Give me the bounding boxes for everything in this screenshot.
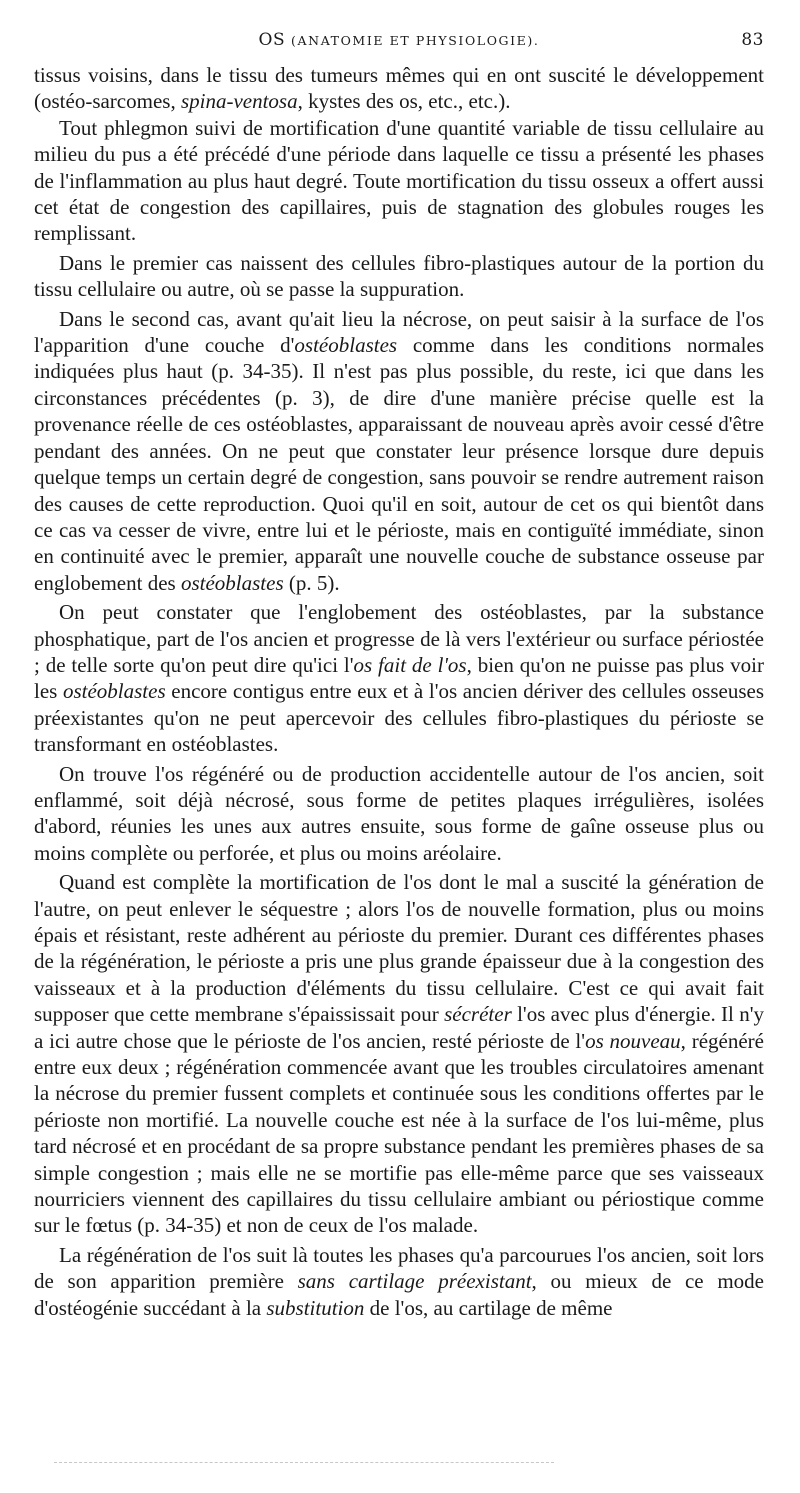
text-run: (p. 5).	[283, 570, 340, 595]
text-run: La régénération de l'os suit là toutes les phases qu'a parcourues l'os ancien, soit lors de son apparition première	[34, 1242, 764, 1294]
text-run: Tout phlegmon suivi de mortification d'une quantité variable de tissu cellulaire au milieu du pus a été précédé d'une période dans laquelle ce tissu a présenté les phases de l'inflammation au plus haut degré. Toute mortification du tissu osseux a offert aussi cet état de congestion des capillaires, puis de stagnation des globules rouges les remplissant.	[34, 115, 764, 246]
running-title-main: OS	[258, 30, 286, 50]
italic-text: substitution	[266, 1295, 365, 1320]
italic-text: os fait de l'os	[353, 652, 467, 677]
text-run: Dans le second cas, avant qu'ait lieu la nécrose, on peut saisir à la surface de l'os l'apparition d'une couche d'	[34, 306, 764, 358]
text-run: comme dans les conditions normales indiquées plus haut (p. 34-35). Il n'est pas plus possible, du reste, ici que dans les circonstances précédentes (p. 3), de dire d'une manière précise quelle est la provenance réelle de ces ostéoblastes, apparaissant de nouveau après avoir cessé d'être pendant des années. On ne peut que constater leur présence lorsque dure depuis quelque temps un certain degré de congestion, sans pouvoir se rendre autrement raison des causes de cette reproduction. Quoi qu'il en soit, autour de cet os qui bientôt dans ce cas va cesser de vivre, entre lui et le périoste, mais en contiguïté immédiate, sinon en continuité avec le premier, apparaît une nouvelle couche de substance osseuse par englobement des	[34, 333, 765, 595]
footer-rule	[54, 1462, 554, 1465]
text-run: , kystes des os, etc., etc.).	[297, 89, 511, 114]
page-number: 83	[741, 30, 764, 50]
text-run: , ou mieux de ce mode d'ostéogénie succédant à la	[34, 1269, 764, 1320]
italic-text: sécréter	[444, 1002, 512, 1027]
text-run: tissus voisins, dans le tissu des tumeurs mêmes qui en ont suscité le développement (ostéo-sarcomes,	[34, 63, 764, 114]
running-title-subtitle: (ANATOMIE ET PHYSIOLOGIE).	[291, 33, 540, 48]
running-header	[34, 30, 764, 56]
running-title	[34, 30, 764, 50]
italic-text: spina-ventosa	[180, 89, 298, 114]
text-run: On peut constater que l'englobement des ostéoblastes, par la substance phosphatique, part de l'os ancien et progresse de là vers l'extérieur ou surface périostée ; de telle sorte qu'on peut dire qu'ici l'	[34, 600, 764, 677]
body-text	[34, 62, 764, 1321]
italic-text: ostéoblastes	[62, 679, 166, 704]
text-run: On trouve l'os régénéré ou de production accidentelle autour de l'os ancien, soit enflammé, soit déjà nécrosé, sous forme de petites plaques irrégulières, isolées d'abord, réunies les unes aux autres ensuite, sous forme de gaîne osseuse plus ou moins complète ou perforée, et plus ou moins aréolaire.	[34, 761, 764, 865]
text-run: , bien qu'on ne puisse pas plus voir les	[34, 652, 764, 704]
text-run: Quand est complète la mortification de l'os dont le mal a suscité la génération de l'autre, on peut enlever le séquestre ; alors l'os de nouvelle formation, plus ou moins épais et résistant, reste adhérent au périoste du premier. Durant ces différentes phases de la régénération, le périoste a pris une plus grande épaisseur due à la congestion des vaisseaux et à la production d'éléments du tissu cellulaire. C'est ce qui avait fait supposer que cette membrane s'épaississait pour	[34, 870, 764, 1027]
paragraph-6	[34, 761, 764, 867]
text-run: l'os avec plus d'énergie. Il n'y a ici autre chose que le périoste de l'os ancien, resté périoste de l'	[34, 1002, 764, 1053]
paragraph-4	[34, 306, 764, 596]
paragraph-2	[34, 115, 764, 247]
paragraph-8	[34, 1242, 764, 1321]
paragraph-3	[34, 250, 764, 303]
text-run: encore contigus entre eux et à l'os ancien dériver des cellules osseuses préexistantes qu'on ne peut apercevoir des cellules fibro-plastiques du périoste se transformant en ostéoblastes.	[34, 679, 764, 757]
paragraph-1	[34, 62, 764, 115]
paragraph-5	[34, 599, 764, 757]
italic-text: ostéoblastes	[294, 333, 398, 358]
italic-text: ostéoblastes	[180, 570, 284, 595]
italic-text: sans cartilage préexistant	[297, 1269, 532, 1294]
italic-text: os nouveau	[585, 1028, 681, 1053]
text-run: , régénéré entre eux deux ; régénération commencée avant que les troubles circulatoires amenant la nécrose du premier fussent complets et continuée sous les conditions offertes par le périoste non mortifié. La nouvelle couche est née à la surface de l'os lui-même, plus tard nécrosé et en procédant de sa propre substance pendant les premières phases de sa simple congestion ; mais elle ne se mortifie pas elle-même parce que ses vaisseaux nourriciers viennent des capillaires du tissu cellulaire ambiant ou périostique comme sur le fœtus (p. 34-35) et non de ceux de l'os malade.	[34, 1028, 764, 1238]
text-run: Dans le premier cas naissent des cellules fibro-plastiques autour de la portion du tissu cellulaire ou autre, où se passe la suppuration.	[34, 250, 764, 302]
text-run: de l'os, au cartilage de même	[364, 1295, 613, 1320]
paragraph-7	[34, 869, 764, 1239]
